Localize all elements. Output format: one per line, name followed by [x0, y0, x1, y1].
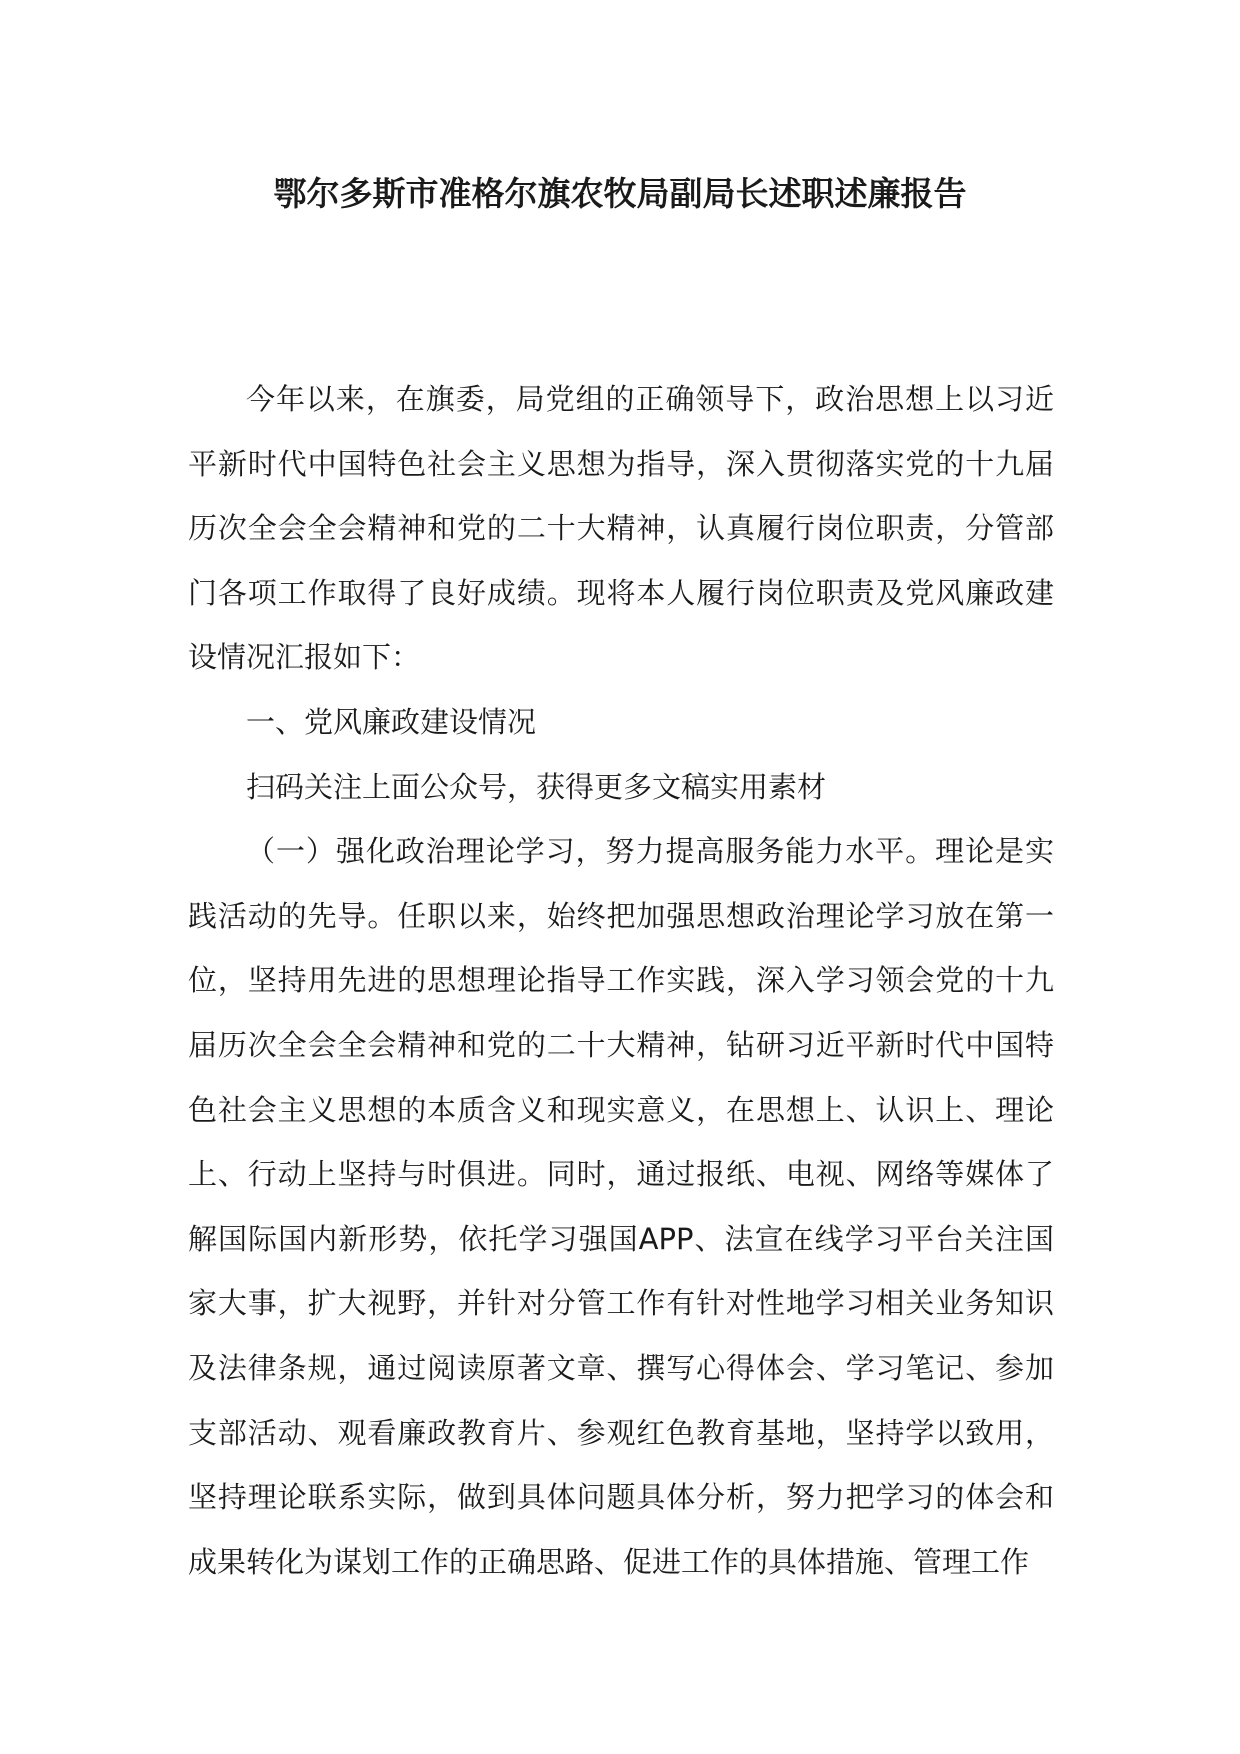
- paragraph-intro: 今年以来，在旗委，局党组的正确领导下，政治思想上以习近平新时代中国特色社会主义思想为指导，深入贯彻落实党的十九届历次全会全会精神和党的二十大精神，认真履行岗位职责，分管部门各项工作取得了良好成绩。现将本人履行岗位职责及党风廉政建设情况汇报如下：: [188, 382, 1054, 675]
- promo-line: 扫码关注上面公众号，获得更多文稿实用素材: [246, 769, 827, 804]
- paragraph-study: （一）强化政治理论学习，努力提高服务能力水平。理论是实践活动的先导。任职以来，始终把加强思想政治理论学习放在第一位，坚持用先进的思想理论指导工作实践，深入学习领会党的十九届历次全会全会精神和党的二十大精神，钻研习近平新时代中国特色社会主义思想的本质含义和现实意义，在思想上、认识上、理论上、行动上坚持与时俱进。同时，通过报纸、电视、网络等媒体了解国际国内新形势，依托学习强国APP、法宣在线学习平台关注国家大事，扩大视野，并针对分管工作有针对性地学习相关业务知识及法律条规，通过阅读原著文章、撰写心得体会、学习笔记、参加支部活动、观看廉政教育片、参观红色教育基地，坚持学以致用，坚持理论联系实际，做到具体问题具体分析，努力把学习的体会和成果转化为谋划工作的正确思路、促进工作的具体措施、管理工作: [188, 834, 1054, 1579]
- section-heading: 一、党风廉政建设情况: [246, 704, 537, 739]
- document-body: [188, 367, 1054, 1594]
- document-title: 鄂尔多斯市准格尔旗农牧局副局长述职述廉报告: [273, 174, 967, 213]
